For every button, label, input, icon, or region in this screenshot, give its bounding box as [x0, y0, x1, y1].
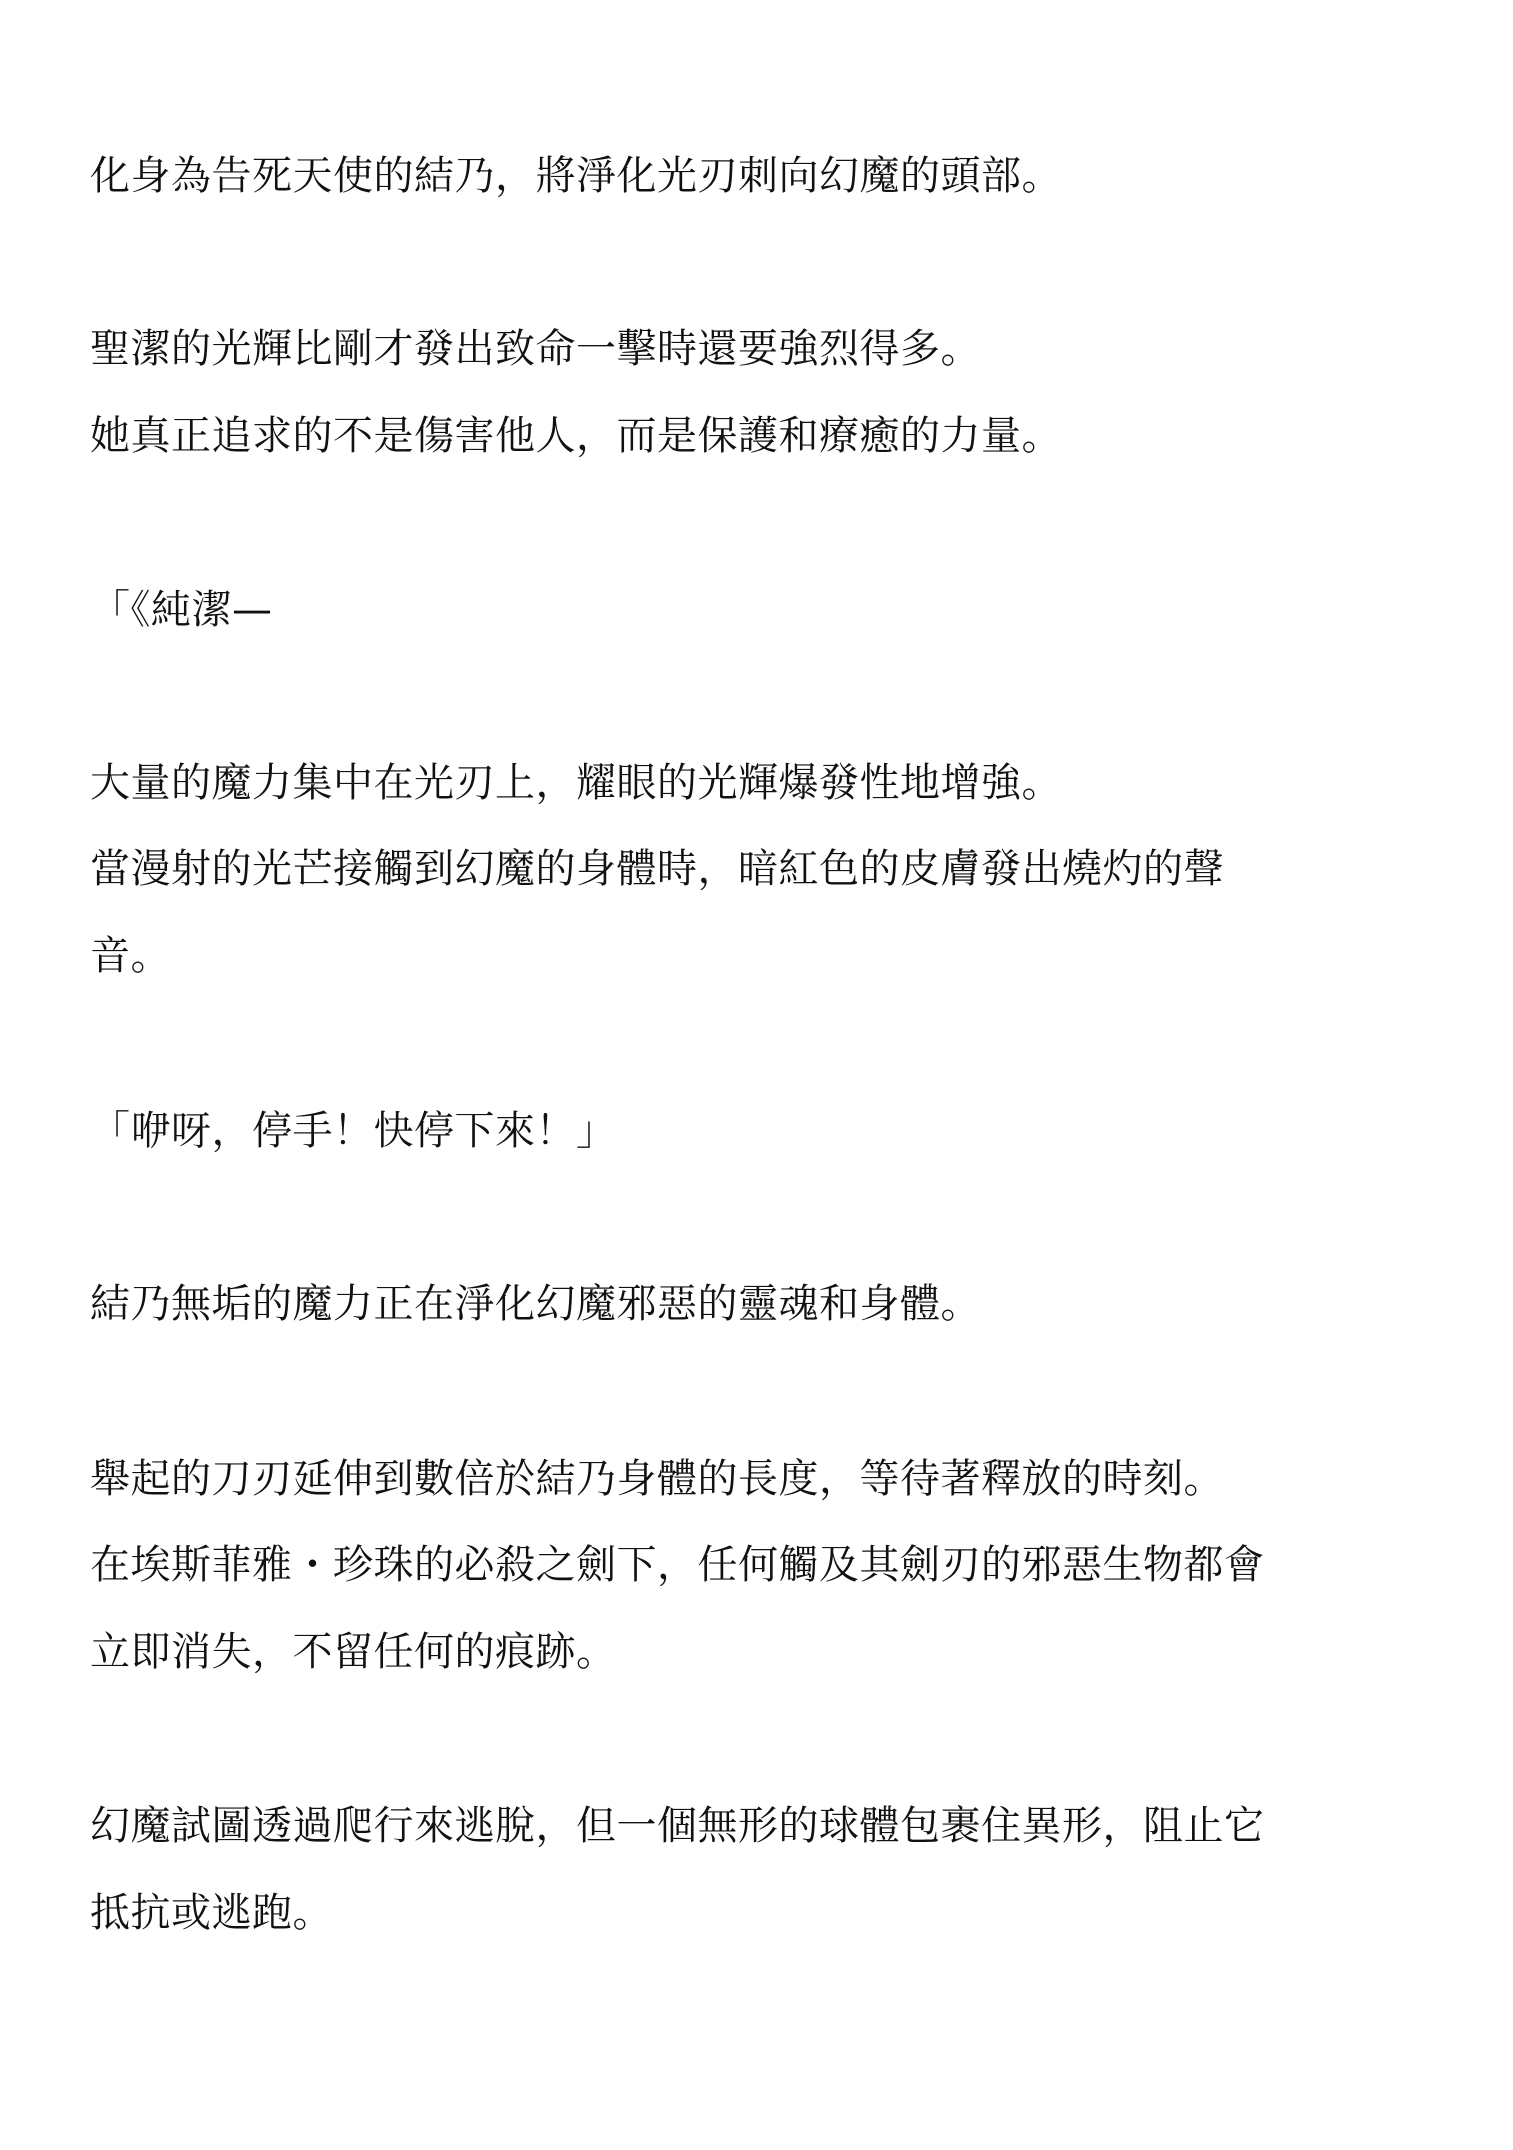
text-line: 舉起的刀刃延伸到數倍於結乃身體的長度，等待著釋放的時刻。 [90, 1456, 1224, 1502]
text-line: 立即消失，不留任何的痕跡。 [90, 1629, 617, 1675]
text-line: 聖潔的光輝比剛才發出致命一擊時還要強烈得多。 [90, 326, 981, 372]
text-line: 「咿呀，停手！快停下來！」 [90, 1108, 617, 1154]
text-line: 結乃無垢的魔力正在淨化幻魔邪惡的靈魂和身體。 [90, 1281, 981, 1327]
text-line: 「《純潔— [90, 587, 273, 633]
text-line: 她真正追求的不是傷害他人，而是保護和療癒的力量。 [90, 413, 1062, 459]
text-line: 當漫射的光芒接觸到幻魔的身體時，暗紅色的皮膚發出燒灼的聲 [90, 846, 1224, 892]
text-line: 幻魔試圖透過爬行來逃脫，但一個無形的球體包裹住異形，阻止它 [90, 1803, 1265, 1849]
text-line: 抵抗或逃跑。 [90, 1890, 333, 1936]
text-line: 大量的魔力集中在光刃上，耀眼的光輝爆發性地增強。 [90, 760, 1062, 806]
text-line: 音。 [90, 933, 171, 979]
text-line: 在埃斯菲雅・珍珠的必殺之劍下，任何觸及其劍刃的邪惡生物都會 [90, 1542, 1265, 1588]
text-line: 化身為告死天使的結乃，將淨化光刃刺向幻魔的頭部。 [90, 153, 1062, 199]
